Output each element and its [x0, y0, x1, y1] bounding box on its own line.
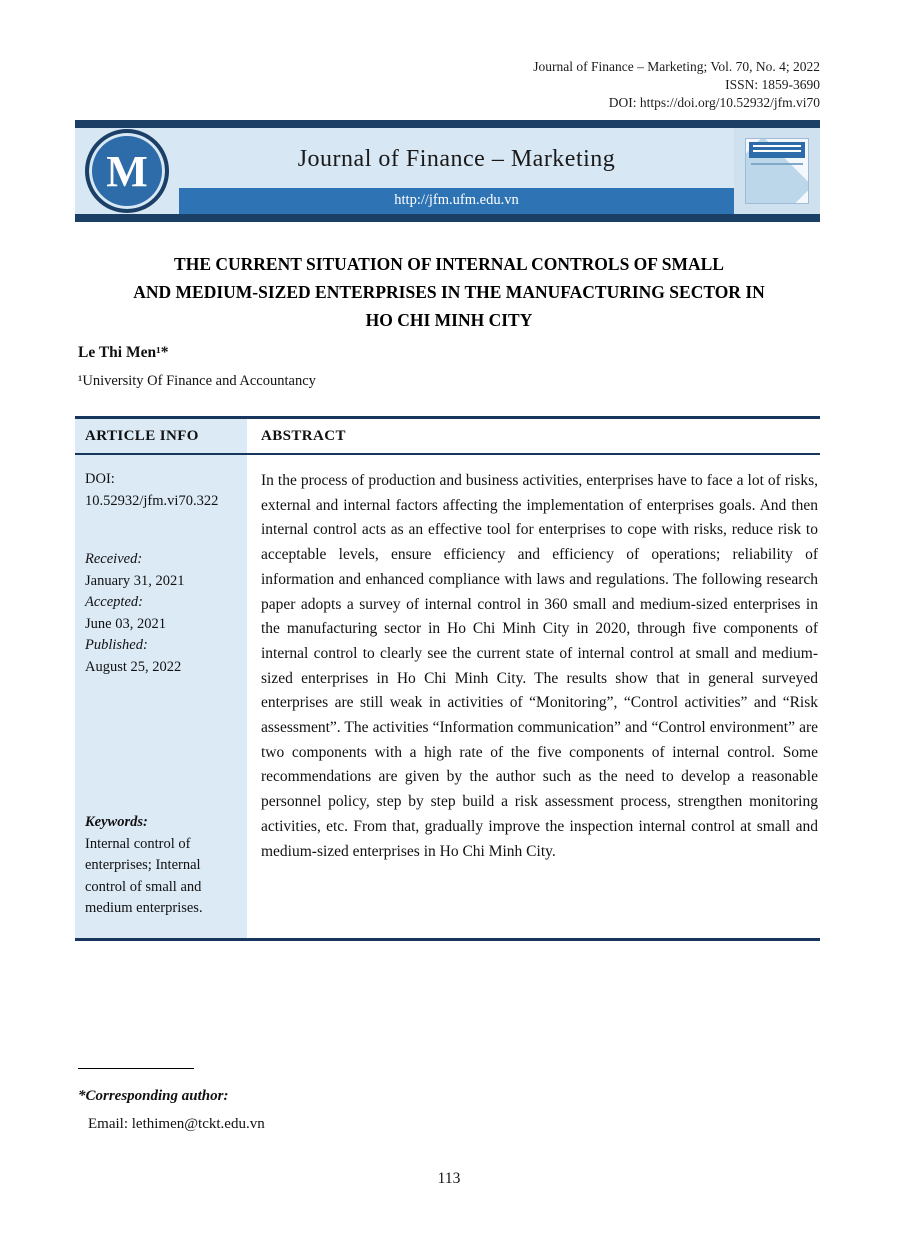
keywords-value: Internal control of enterprises; Internal control of small and medium enterprises. [85, 835, 203, 916]
article-title [60, 250, 838, 334]
article-info-table [75, 416, 820, 941]
cover-header-shape [749, 142, 805, 158]
doi-value[interactable]: 10.52932/jfm.vi70.322 [85, 492, 219, 509]
title-line-1: THE CURRENT SITUATION OF INTERNAL CONTROLS OF SMALL [174, 254, 724, 274]
journal-banner [75, 120, 820, 222]
accepted-value: June 03, 2021 [85, 615, 166, 632]
info-table-header-row [75, 419, 820, 455]
masthead-doi-link[interactable]: DOI: https://doi.org/10.52932/jfm.vi70 [608, 95, 820, 110]
published-value: August 25, 2022 [85, 658, 182, 675]
abstract-text: In the process of production and business activities, enterprises have to face a lot of risks, external and internal factors affecting the implementation of enterprises goals. And then internal control acts as an effective tool for enterprises to cope with risks, reduce risk to acceptable levels, ensure efficiency and efficiency of operations; reliability of information and enhanced compliance with laws and regulations. The following research paper adopts a survey of internal control in 360 small and medium-sized enterprises in the manufacturing sector in Ho Chi Minh City in 2020, through five components of internal control to clearly see the current state of internal control at small and medium-sized enterprises in Ho Chi Minh City. The results show that in general surveyed enterprises are still weak in activities of “Monitoring”, “Control activities” and “Risk assessment”. The activities “Information communication” and “Control environment” are two components with a high rate of the five components of internal control. Some recommendations are given by the author such as the need to develop a reasonable personnel policy, step by step build a risk assessment process, strengthen monitoring activities, etc. From that, gradually improve the inspection internal control at small and medium-sized enterprises in Ho Chi Minh City. [261, 472, 818, 860]
title-line-2: AND MEDIUM-SIZED ENTERPRISES IN THE MANUFACTURING SECTOR IN [133, 282, 765, 302]
article-info-column [75, 455, 247, 938]
author-affiliation: ¹University Of Finance and Accountancy [78, 373, 316, 389]
received-label: Received: [85, 551, 143, 567]
dates-group [85, 549, 237, 678]
article-info-header: ARTICLE INFO [75, 419, 247, 453]
journal-name: Journal of Finance – Marketing [297, 146, 616, 172]
masthead-issn: ISSN: 1859-3690 [725, 77, 820, 92]
abstract-header: ABSTRACT [261, 428, 346, 444]
info-table-body-row [75, 455, 820, 938]
cover-image [745, 138, 809, 204]
corresponding-author-note: *Corresponding author: [78, 1088, 229, 1104]
journal-cover-thumbnail [734, 128, 820, 214]
keywords-group [85, 812, 237, 920]
logo-monogram-icon: M [85, 129, 169, 213]
masthead [533, 58, 820, 112]
accepted-label: Accepted: [85, 594, 143, 610]
banner-bottom-bar [75, 214, 820, 222]
published-label: Published: [85, 637, 148, 653]
journal-logo [75, 128, 179, 214]
cover-rule-shape [751, 163, 803, 165]
title-line-3: HO CHI MINH CITY [365, 310, 533, 330]
page-number: 113 [437, 1170, 461, 1187]
corresponding-email-link[interactable]: Email: lethimen@tckt.edu.vn [88, 1116, 265, 1132]
author-name: Le Thi Men¹* [78, 344, 169, 361]
received-value: January 31, 2021 [85, 572, 185, 589]
masthead-journal-line: Journal of Finance – Marketing; Vol. 70, No. 4; 2022 [533, 59, 820, 74]
banner-top-bar [75, 120, 820, 128]
journal-url-link[interactable]: http://jfm.ufm.edu.vn [179, 188, 734, 214]
doi-label: DOI: [85, 471, 115, 487]
footnote-rule [78, 1068, 194, 1069]
keywords-label: Keywords: [85, 814, 148, 830]
